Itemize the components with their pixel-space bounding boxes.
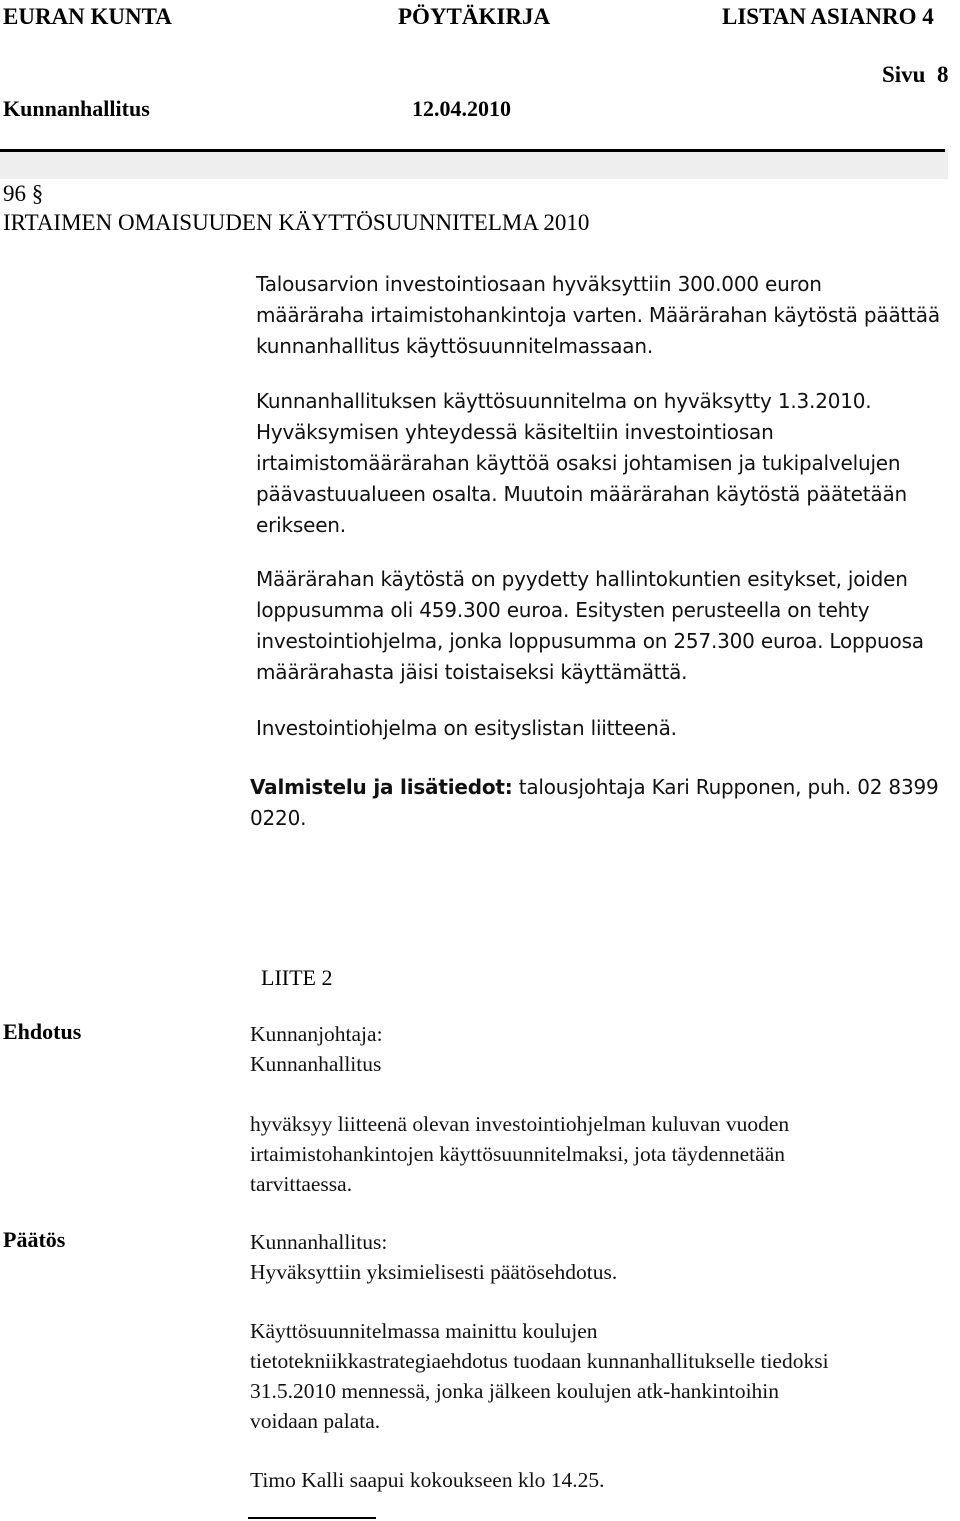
- preparation-label: Valmistelu ja lisätiedot:: [250, 775, 513, 799]
- paragraph-requests: [256, 564, 924, 688]
- meeting-body: Kunnanhallitus: [3, 96, 150, 121]
- page-number: Sivu 8: [882, 62, 949, 87]
- section-number: 96 §: [3, 181, 44, 206]
- arrival-note: Timo Kalli saapui kokoukseen klo 14.25.: [250, 1468, 605, 1492]
- proposal-by: [250, 1019, 383, 1079]
- paragraph-approval: [256, 386, 907, 541]
- text-line: tarvittaessa.: [250, 1172, 353, 1196]
- text-line: Kunnanhallituksen käyttösuunnitelma on hyväksytty 1.3.2010.: [256, 389, 872, 413]
- text-line: irtaimistomäärärahan käyttöä osaksi johtamisen ja tukipalvelujen: [256, 451, 901, 475]
- text-line: kunnanhallitus käyttösuunnitelmassaan.: [256, 334, 653, 358]
- text-line: Hyväksymisen yhteydessä käsiteltiin investointiosan: [256, 420, 774, 444]
- decision-label: Päätös: [3, 1227, 66, 1252]
- text-line: Talousarvion investointiosaan hyväksyttiin 300.000 euron: [256, 272, 822, 296]
- text-line: päävastuualueen osalta. Muutoin määrärahan käytöstä päätetään: [256, 482, 907, 506]
- text-line: määräraha irtaimistohankintoja varten. Määrärahan käytöstä päättää: [256, 303, 940, 327]
- text-line: loppusumma oli 459.300 euroa. Esitysten perusteella on tehty: [256, 598, 870, 622]
- decision-block: [250, 1227, 617, 1287]
- text-line: Hyväksyttiin yksimielisesti päätösehdotus.: [250, 1260, 618, 1284]
- preparation-contact: talousjohtaja Kari Rupponen, puh. 02 8399: [512, 775, 939, 799]
- attachment-label: LIITE 2: [261, 965, 333, 990]
- header-rule: [0, 149, 945, 152]
- municipality-name: EURAN KUNTA: [3, 4, 172, 29]
- document-type: PÖYTÄKIRJA: [398, 4, 551, 29]
- decision-note: [250, 1316, 829, 1436]
- header-shading: [0, 149, 948, 179]
- closing-rule: [248, 1517, 376, 1519]
- paragraph-attachment-note: Investointiohjelma on esityslistan liitteenä.: [256, 716, 677, 740]
- text-line: Käyttösuunnitelmassa mainittu koulujen: [250, 1319, 598, 1343]
- text-line: Määrärahan käytöstä on pyydetty hallintokuntien esitykset, joiden: [256, 567, 908, 591]
- text-line: Kunnanhallitus:: [250, 1230, 388, 1254]
- section-title: IRTAIMEN OMAISUUDEN KÄYTTÖSUUNNITELMA 2010: [3, 210, 590, 235]
- text-line: määrärahasta jäisi toistaiseksi käyttämättä.: [256, 660, 688, 684]
- proposal-label: Ehdotus: [3, 1019, 82, 1044]
- text-line: hyväksyy liitteenä olevan investointiohjelman kuluvan vuoden: [250, 1112, 790, 1136]
- text-line: irtaimistohankintojen käyttösuunnitelmaksi, jota täydennetään: [250, 1142, 785, 1166]
- text-line: voidaan palata.: [250, 1409, 381, 1433]
- text-line: erikseen.: [256, 513, 346, 537]
- preparation-contact-cont: 0220.: [250, 806, 307, 830]
- proposal-text: [250, 1109, 789, 1199]
- text-line: Kunnanhallitus: [250, 1052, 382, 1076]
- preparation-info: [250, 772, 939, 834]
- text-line: Kunnanjohtaja:: [250, 1022, 383, 1046]
- agenda-item-number: LISTAN ASIANRO 4: [722, 4, 934, 29]
- paragraph-budget: [256, 269, 940, 362]
- text-line: investointiohjelma, jonka loppusumma on 257.300 euroa. Loppuosa: [256, 629, 924, 653]
- text-line: 31.5.2010 mennessä, jonka jälkeen koulujen atk-hankintoihin: [250, 1379, 780, 1403]
- meeting-date: 12.04.2010: [412, 96, 511, 121]
- text-line: tietotekniikkastrategiaehdotus tuodaan kunnanhallitukselle tiedoksi: [250, 1349, 829, 1373]
